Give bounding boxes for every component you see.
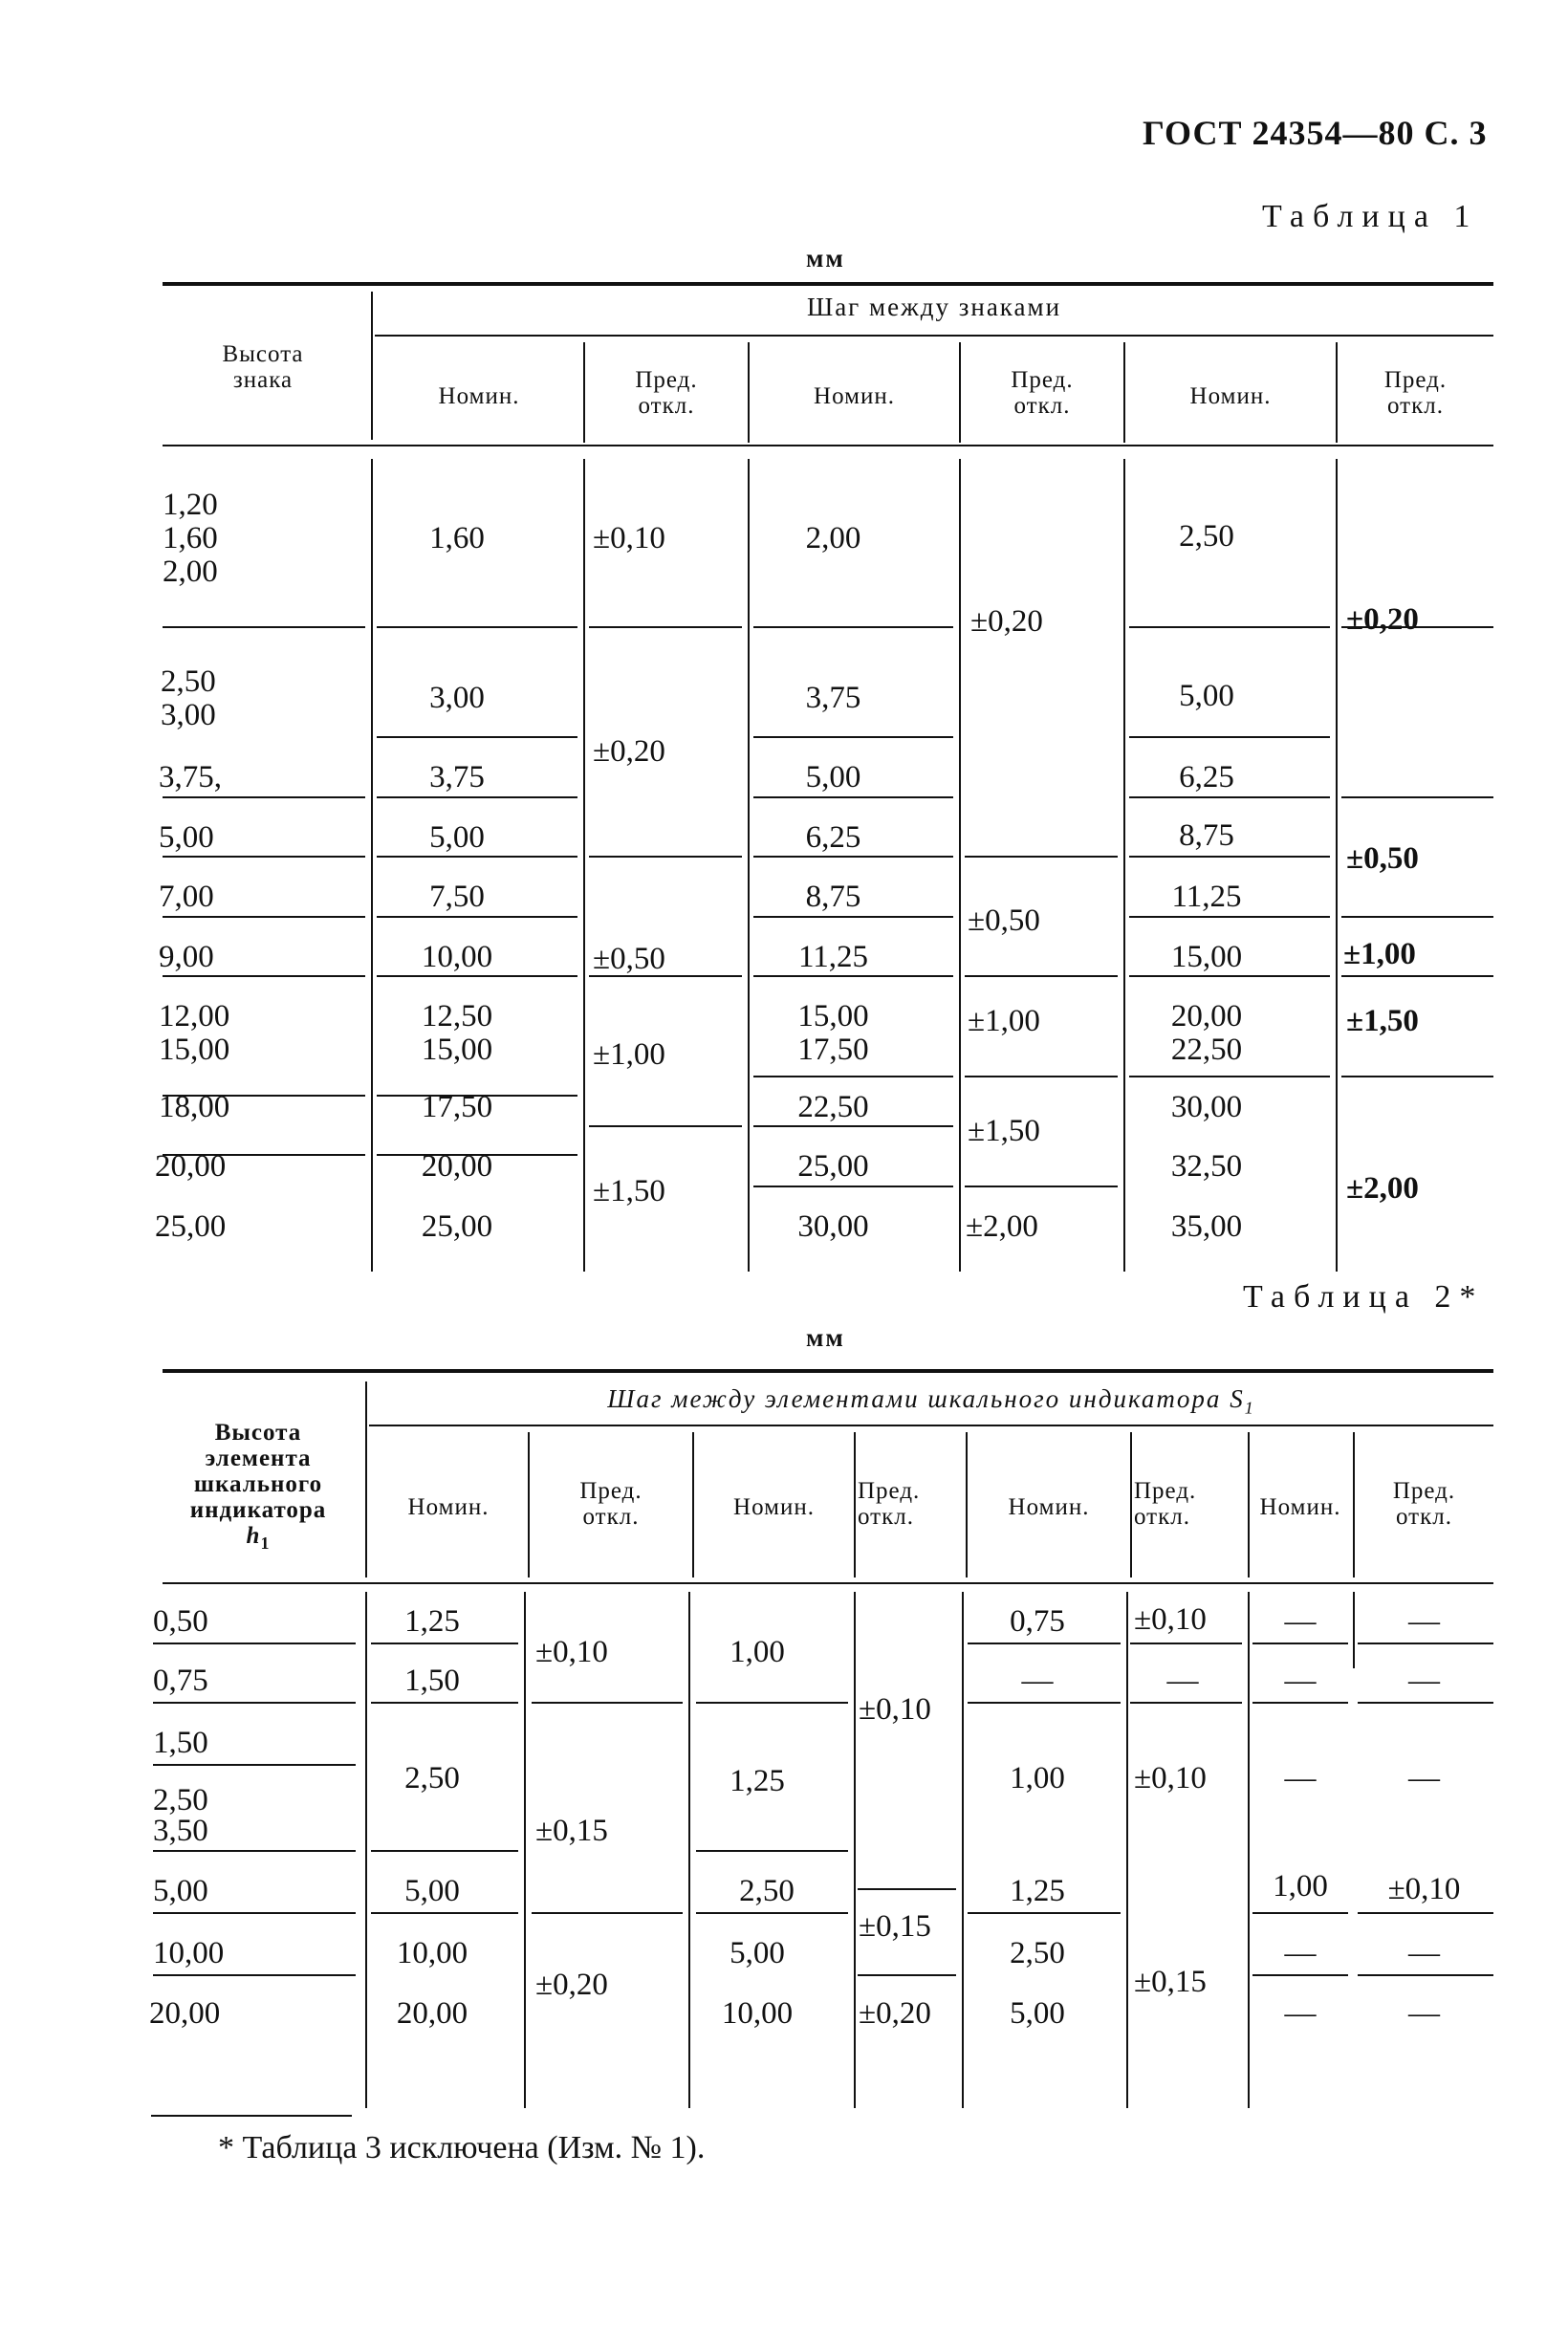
table2-nom1-cell: 10,00 xyxy=(396,1936,468,1970)
table1-nom2-cell: 25,00 xyxy=(797,1149,869,1184)
table1-tol2-cell: ±0,20 xyxy=(970,604,1043,639)
table2-header-nom-4: Номин. xyxy=(1259,1494,1341,1520)
table1-height-cell: 3,75, xyxy=(159,760,222,794)
table2-header-nom-2: Номин. xyxy=(733,1494,815,1520)
table1-nom1-cell: 25,00 xyxy=(421,1209,493,1244)
table1-nom3-cell: 5,00 xyxy=(1179,679,1234,713)
table1-height-cell: 1,20 xyxy=(163,488,218,522)
table1-nom3-cell: 8,75 xyxy=(1179,818,1234,853)
table1-nom1-cell: 20,00 xyxy=(421,1149,493,1184)
table1-height-cell: 12,00 xyxy=(159,999,230,1033)
table2-tol4-cell: — xyxy=(1408,1936,1440,1970)
table2-tol2-cell: ±0,20 xyxy=(859,1996,931,2031)
table2-tol4-cell: ±0,10 xyxy=(1387,1872,1461,1906)
footnote: * Таблица 3 исключена (Изм. № 1). xyxy=(218,2130,706,2165)
table2-header-height: Высота элемента шкального индикатора $h_1$ xyxy=(189,1420,327,1553)
table2-nom4-cell: — xyxy=(1284,1936,1317,1970)
table2-header-nom-1: Номин. xyxy=(407,1494,490,1520)
table1-tol3-cell: ±1,00 xyxy=(1343,937,1416,971)
height-symbol-subscript: 1 xyxy=(260,1534,271,1553)
table2-tol4-cell: — xyxy=(1408,1664,1440,1698)
table2-nom1-cell: 2,50 xyxy=(404,1761,460,1795)
table2-nom4-cell: — xyxy=(1284,1996,1317,2031)
table1-tol3-cell: ±0,20 xyxy=(1346,602,1419,637)
table1-nom3-cell: 15,00 xyxy=(1170,940,1243,974)
table2-nom3-cell: 1,25 xyxy=(1010,1874,1065,1908)
table1-nom1-cell: 3,75 xyxy=(429,760,485,794)
table1-nom1-cell: 17,50 xyxy=(421,1090,493,1124)
table2-nom3-cell: 5,00 xyxy=(1010,1996,1065,2031)
table1-height-cell: 25,00 xyxy=(155,1209,227,1244)
table2-tol4-cell: — xyxy=(1408,1604,1440,1639)
table1-nom2-cell: 8,75 xyxy=(805,880,861,914)
table1-nom2-cell: 30,00 xyxy=(797,1209,869,1244)
table2-tol4-cell: — xyxy=(1408,1761,1440,1795)
table1-tol3-cell: ±2,00 xyxy=(1346,1171,1419,1206)
table1-nom2-cell: 5,00 xyxy=(805,760,861,794)
table2-nom2-cell: 10,00 xyxy=(721,1996,794,2031)
table2-header-pred-2: Пред. откл. xyxy=(858,1478,921,1530)
table1-header-pred-3: Пред. откл. xyxy=(1383,367,1448,419)
table2-header-pred-3: Пред. откл. xyxy=(1134,1478,1197,1530)
height-symbol: h xyxy=(246,1523,261,1549)
table1-nom1-cell: 5,00 xyxy=(429,820,485,855)
table1-tol2-cell: ±1,00 xyxy=(968,1004,1040,1038)
table1-nom1-cell: 7,50 xyxy=(429,880,485,914)
table1-height-cell: 2,00 xyxy=(163,555,218,589)
step-symbol: S xyxy=(1230,1384,1245,1413)
table2-nom2-cell: 5,00 xyxy=(730,1936,785,1970)
table2-nom2-cell: 2,50 xyxy=(739,1874,795,1908)
table1-nom1-cell: 1,60 xyxy=(429,521,485,555)
table2-height-cell: 2,50 xyxy=(153,1783,208,1817)
table2-nom2-cell: 1,00 xyxy=(730,1635,785,1669)
table2-nom3-cell: 1,00 xyxy=(1010,1761,1065,1795)
table2-nom3-cell: 0,75 xyxy=(1010,1604,1065,1639)
table1-height-cell: 20,00 xyxy=(155,1149,227,1184)
table1-nom3-cell: 20,00 xyxy=(1170,999,1243,1033)
table1-caption: Таблица 1 xyxy=(1262,199,1479,234)
table1-height-cell: 5,00 xyxy=(159,820,214,855)
table2-header-pred-4: Пред. откл. xyxy=(1392,1478,1456,1530)
table1-nom3-cell: 11,25 xyxy=(1171,880,1242,914)
table1-height-cell: 15,00 xyxy=(159,1033,230,1067)
table2-group-header: Шаг между элементами шкального индикатора $S_1$ xyxy=(607,1384,1255,1418)
table1-nom3-cell: 35,00 xyxy=(1170,1209,1243,1244)
table1-nom2-cell: 3,75 xyxy=(805,681,861,715)
table2-header-pred-1: Пред. откл. xyxy=(579,1478,642,1530)
table1-nom3-cell: 30,00 xyxy=(1170,1090,1243,1124)
table2-height-cell: 20,00 xyxy=(149,1996,221,2031)
table1-tol1-cell: ±0,50 xyxy=(593,942,665,976)
table1-nom3-cell: 22,50 xyxy=(1170,1033,1243,1067)
table2-height-cell: 5,00 xyxy=(153,1874,208,1908)
table1-height-cell: 2,50 xyxy=(161,664,216,699)
table1-tol1-cell: ±0,20 xyxy=(593,734,665,769)
table1-nom3-cell: 32,50 xyxy=(1170,1149,1243,1184)
table2-nom4-cell: 1,00 xyxy=(1273,1869,1328,1904)
table1-header-nom-2: Номин. xyxy=(814,383,895,409)
table2-nom3-cell: 2,50 xyxy=(1010,1936,1065,1970)
table1-header-pred-2: Пред. откл. xyxy=(1011,367,1074,419)
table2-height-cell: 3,50 xyxy=(153,1814,208,1848)
table1-nom2-cell: 15,00 xyxy=(797,999,869,1033)
table1-header-nom-1: Номин. xyxy=(438,383,520,409)
table1-tol2-cell: ±1,50 xyxy=(968,1114,1040,1148)
table1-group-header: Шаг между знаками xyxy=(806,293,1062,321)
table2-nom1-cell: 20,00 xyxy=(396,1996,468,2031)
table2-tol4-cell: — xyxy=(1408,1996,1440,2031)
table1-nom2-cell: 2,00 xyxy=(805,521,861,555)
table1-nom3-cell: 6,25 xyxy=(1179,760,1234,794)
table2-nom1-cell: 5,00 xyxy=(404,1874,460,1908)
table2-tol1-cell: ±0,20 xyxy=(535,1968,608,2002)
table2-height-cell: 0,75 xyxy=(153,1664,208,1698)
table2-nom1-cell: 1,50 xyxy=(404,1664,460,1698)
table1-nom2-cell: 22,50 xyxy=(797,1090,869,1124)
table2-nom3-cell: — xyxy=(1021,1664,1054,1698)
table1-tol1-cell: ±1,50 xyxy=(593,1174,665,1208)
table2-height-cell: 0,50 xyxy=(153,1604,208,1639)
table1-nom3-cell: 2,50 xyxy=(1179,519,1234,554)
table1-tol1-cell: ±1,00 xyxy=(593,1037,665,1072)
table2-tol3-cell: ±0,15 xyxy=(1134,1965,1207,1999)
table1-header-pred-1: Пред. откл. xyxy=(635,367,698,419)
table2-tol1-cell: ±0,15 xyxy=(535,1814,608,1848)
table1-nom1-cell: 12,50 xyxy=(421,999,493,1033)
table2-nom4-cell: — xyxy=(1284,1604,1317,1639)
table1-height-cell: 3,00 xyxy=(161,698,216,732)
table1-nom2-cell: 11,25 xyxy=(797,940,869,974)
table2-height-cell: 10,00 xyxy=(153,1936,225,1970)
table1-height-cell: 1,60 xyxy=(163,521,218,555)
table2-tol3-cell: ±0,10 xyxy=(1134,1761,1207,1795)
table2-nom2-cell: 1,25 xyxy=(730,1764,785,1798)
table2-nom4-cell: — xyxy=(1284,1664,1317,1698)
table1-height-cell: 7,00 xyxy=(159,880,214,914)
table1-tol1-cell: ±0,10 xyxy=(593,521,665,555)
table1-unit: мм xyxy=(806,244,845,272)
table2-tol1-cell: ±0,10 xyxy=(535,1635,608,1669)
table2-unit: мм xyxy=(806,1323,845,1352)
table2-tol2-cell: ±0,10 xyxy=(859,1692,931,1727)
table1-tol2-cell: ±0,50 xyxy=(968,903,1040,938)
table1-tol3-cell: ±1,50 xyxy=(1346,1004,1419,1038)
table2-caption: Таблица 2* xyxy=(1243,1279,1485,1315)
table1-height-cell: 18,00 xyxy=(159,1090,230,1124)
table1-header-height: Высота знака xyxy=(222,341,304,393)
table2-nom1-cell: 1,25 xyxy=(404,1604,460,1639)
table1-height-cell: 9,00 xyxy=(159,940,214,974)
table1-tol3-cell: ±0,50 xyxy=(1346,841,1419,876)
table2-height-cell: 1,50 xyxy=(153,1726,208,1760)
table2-tol2-cell: ±0,15 xyxy=(859,1909,931,1944)
table2-tol3-cell: ±0,10 xyxy=(1134,1602,1207,1637)
step-symbol-subscript: 1 xyxy=(1244,1398,1255,1418)
table1-nom1-cell: 3,00 xyxy=(429,681,485,715)
table1-tol2-cell: ±2,00 xyxy=(966,1209,1038,1244)
table1-nom1-cell: 15,00 xyxy=(421,1033,493,1067)
table1-nom2-cell: 17,50 xyxy=(797,1033,869,1067)
document-code: ГОСТ 24354—80 С. 3 xyxy=(1143,114,1488,152)
table2-tol3-cell: — xyxy=(1166,1664,1199,1698)
table1-nom1-cell: 10,00 xyxy=(421,940,493,974)
table1-nom2-cell: 6,25 xyxy=(805,820,861,855)
footnote-rule xyxy=(151,2115,352,2117)
table2-header-nom-3: Номин. xyxy=(1008,1494,1090,1520)
table2-nom4-cell: — xyxy=(1284,1761,1317,1795)
table1-header-nom-3: Номин. xyxy=(1189,383,1272,409)
